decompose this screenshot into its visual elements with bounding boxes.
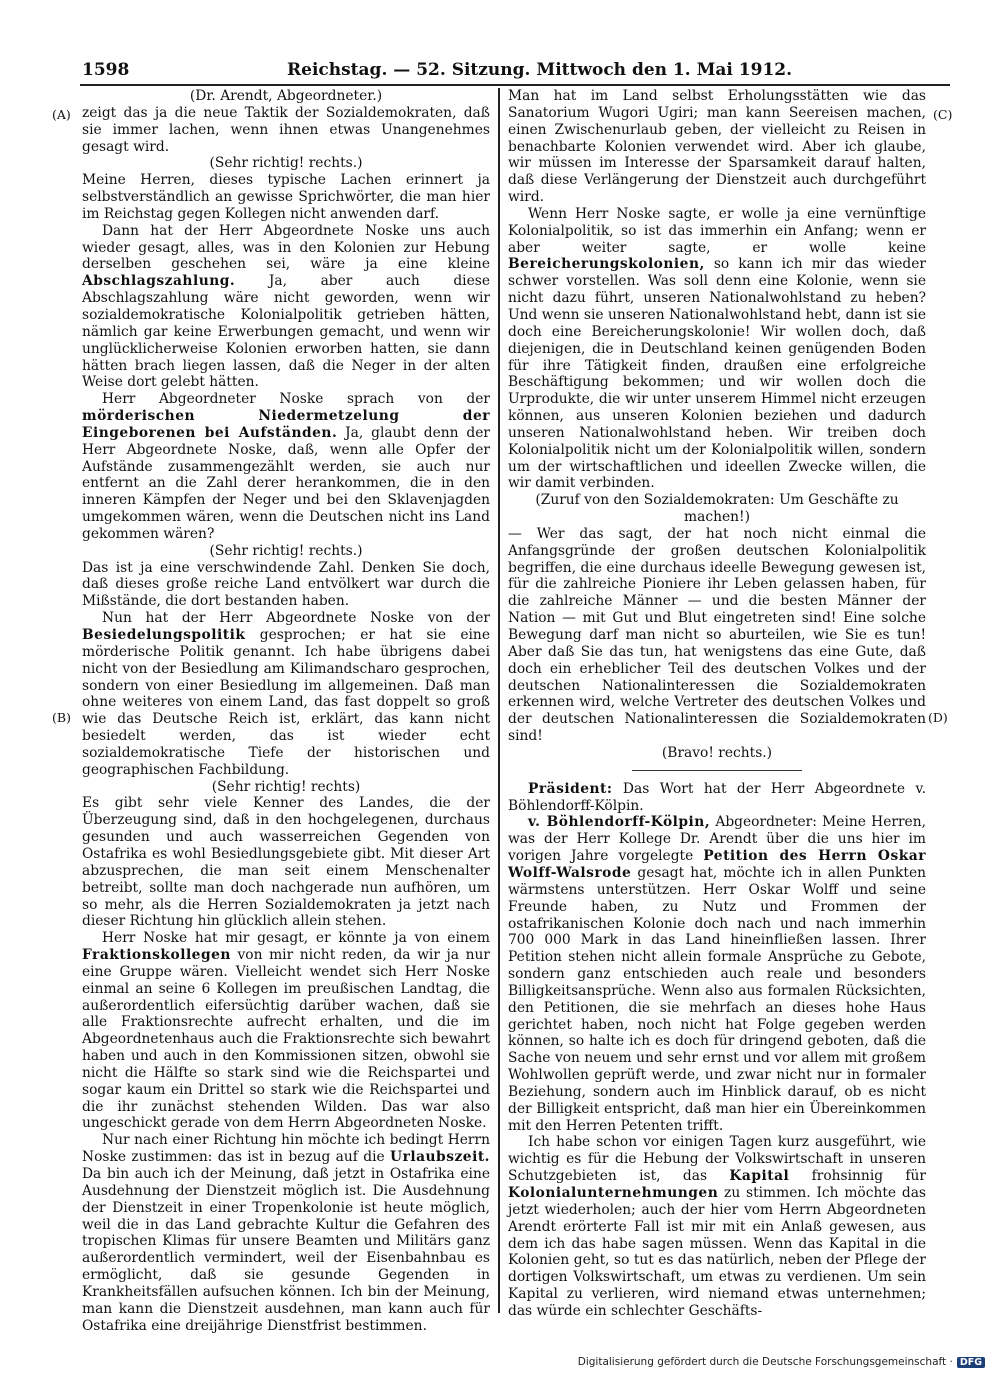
- page-header: [82, 60, 948, 82]
- section-separator: [632, 770, 802, 771]
- digitization-credit: [570, 1356, 985, 1372]
- paragraph: Man hat im Land selbst Erholungsstätten wie das Sanatorium Wugori Ugiri; man kann Seereisen machen, einen Zwischenurlaub geben, der vielleicht zu Reisen in benachbarte Kolonien verwendet wird. Aber ich glaube, wir müssen im Interesse der Sparsamkeit darauf halten, daß diese Verlängerung der Dienstzeit auch durchgeführt wird.: [508, 88, 926, 206]
- paragraph: Dann hat der Herr Abgeordnete Noske uns auch wieder gesagt, alles, was in den Kolonien zur Hebung derselben geschehen sei, wäre ja eine kleine Abschlagszahlung. Ja, aber auch diese Abschlagszahlung wäre nicht geworden, wenn wir sozialdemokratische Kolonialpolitik getrieben hätten, nämlich gar keine Erwerbungen gemacht, und wenn wir unglücklicherweise Kolonien erworben hatten, sie dann hätten brach liegen lassen, daß die Neger in der alten Weise dort gelebt hätten.: [82, 222, 490, 391]
- interjection: (Sehr richtig! rechts.): [209, 155, 363, 172]
- emphasis: mörderischen Niedermetzelung der Eingeborenen bei Aufständen.: [82, 408, 490, 441]
- emphasis: Petition des Herrn Oskar Wolff-Walsrode: [508, 848, 926, 881]
- header-rule: [80, 84, 950, 86]
- interjection: (Sehr richtig! rechts.): [209, 542, 363, 559]
- margin-marker-c: (C): [933, 107, 953, 122]
- interjection: (Bravo! rechts.): [661, 744, 773, 761]
- emphasis: Besiedelungspolitik: [82, 627, 246, 643]
- interjection: (Sehr richtig! rechts): [211, 778, 361, 795]
- credit-text: Digitalisierung gefördert durch die Deutsche Forschungsgemeinschaft ·: [577, 1356, 953, 1368]
- margin-marker-d: (D): [928, 710, 948, 725]
- paragraph: v. Böhlendorff-Kölpin, Abgeordneter: Meine Herren, was der Herr Kollege Dr. Arendt über die uns hier im vorigen Jahre vorgelegte Petition des Herrn Oskar Wolff-Walsrode gesagt hat, möchte ich in allen Punkten wärmstens unterstützen. Herr Oskar Wolff und seine Freunde haben, zu Nutz und Frommen der ostafrikanischen Kolonie doch nach und nach immerhin 700 000 Mark in das Land hineinfließen lassen. Ihrer Petition stehen nicht allein formale Ansprüche zu Gebote, sondern ganz entschieden auch reale und besonders Billigkeitsansprüche. Wenn also aus formalen Rücksichten, den Petitionen, die sie mehrfach an dieses hohe Haus gerichtet haben, noch nicht hat Folge gegeben werden können, so halte ich es doch für dringend geboten, daß die Sache von neuem und sehr ernst und vor allem mit großem Wohlwollen geprüft werde, und zwar nicht nur in formaler Beziehung, sondern auch im Hinblick darauf, ob es nicht der Billigkeit entspricht, daß man hier ein Übereinkommen mit den Herren Petenten trifft.: [508, 814, 926, 1134]
- speaker-name: Präsident:: [528, 780, 613, 797]
- paragraph: Wenn Herr Noske sagte, er wolle ja eine vernünftige Kolonialpolitik, so ist das immerhin ein Anfang; wenn er aber weiter sagte, er wolle keine Bereicherungskolonien, so kann ich mir das wieder schwer vorstellen. Was soll denn eine Kolonie, wenn sie nicht dazu führt, unseren Nationalwohlstand zu heben? Und wenn sie unseren Nationalwohlstand hebt, dann ist sie doch eine Bereicherungskolonie! Wir wollen doch, daß diejenigen, die in Deutschland keinen genügenden Boden für ihre Tätigkeit finden, draußen eine erfolgreiche Beschäftigung bekommen; und wir wollen doch die Urprodukte, die wir unter unserem Himmel nicht erzeugen können, aus unseren Kolonien beziehen und dadurch unseren Nationalwohlstand heben. Wir treiben doch Kolonialpolitik nicht um der Kolonialpolitik willen, sondern um der wirtschaftlichen und ideellen Zwecke willen, die wir damit verbinden.: [508, 205, 926, 492]
- margin-marker-b: (B): [52, 710, 71, 725]
- paragraph: — Wer das sagt, der hat noch nicht einmal die Anfangsgründe der großen deutschen Kolonialpolitik begriffen, die eine durchaus ideelle Bewegung gewesen ist, für die zahlreiche Pioniere ihr Leben gelassen haben, für die zahlreiche Männer — und die besten Männer der Nation — mit Gut und Blut eingetreten sind! Eine solche Bewegung darf man nicht so aburteilen, wie Sie es tun! Aber daß Sie das tun, hat wenigstens das eine Gute, daß doch ein erheblicher Teil des deutschen Volkes und der deutschen Nationalinteressen die Sozialdemokraten erkennen wird, welche Vertreter des deutschen Volkes und der deutschen Nationalinteressen die Sozialdemokraten sind!: [508, 525, 926, 745]
- right-column: [508, 88, 926, 1320]
- emphasis: Kapital: [729, 1168, 790, 1185]
- interjection: (Zuruf von den Sozialdemokraten: Um Geschäfte zu machen!): [535, 492, 899, 526]
- paragraph: Ich habe schon vor einigen Tagen kurz ausgeführt, wie wichtig es für die Hebung der Volkswirtschaft in unseren Schutzgebieten ist, das Kapital frohsinnig für Kolonialunternehmungen zu stimmen. Ich möchte das jetzt wiederholen; auch der hier vom Herrn Abgeordneten Arendt erörterte Fall ist mir mit ein Anlaß gewesen, aus dem ich das habe sagen müssen. Wenn das Kapital in die Kolonien geht, so tut es das natürlich, neben der Pflege der dortigen Volkswirtschaft, um etwas zu verdienen. Um sein Kapital zu verlieren, wird niemand etwas unternehmen; das würde ein schlechter Geschäfts-: [508, 1134, 927, 1319]
- running-title: Reichstag. — 52. Sitzung. Mittwoch den 1. Mai 1912.: [287, 60, 793, 80]
- column-divider: [498, 88, 500, 1313]
- emphasis: Abschlagszahlung.: [82, 273, 236, 290]
- left-column: [82, 88, 490, 1334]
- paragraph: zeigt das ja die neue Taktik der Sozialdemokraten, daß sie immer lachen, wenn ihnen etwas Unangenehmes gesagt wird.: [82, 104, 490, 155]
- paragraph: Präsident: Das Wort hat der Herr Abgeordnete v. Böhlendorff-Kölpin.: [508, 780, 926, 814]
- dfg-logo: DFG: [957, 1357, 985, 1368]
- margin-marker-a: (A): [52, 107, 71, 122]
- paragraph: Meine Herren, dieses typische Lachen erinnert ja selbstverständlich an gewisse Sprichwörter, die man hier im Reichstag gegen Kollegen nicht anwenden darf.: [82, 172, 490, 222]
- speaker-name: v. Böhlendorff-Kölpin,: [528, 814, 711, 831]
- page-number: 1598: [82, 60, 130, 80]
- emphasis: Fraktionskollegen: [82, 947, 231, 964]
- paragraph: Herr Abgeordneter Noske sprach von der mörderischen Niedermetzelung der Eingeborenen bei Aufständen. Ja, glaubt denn der Herr Abgeordnete Noske, daß, wenn alle Opfer der Aufstände zusammengezählt werden, sie auch nur entfernt an die Zahl derer herankommen, die in den inneren Kämpfen der Neger und bei den Sklavenjagden umgekommen wären, wenn die Deutschen nicht ins Land gekommen wären?: [82, 391, 490, 542]
- emphasis: Urlaubszeit.: [390, 1149, 490, 1166]
- paragraph: Herr Noske hat mir gesagt, er könnte ja von einem Fraktionskollegen von mir nicht reden, da wir ja nur eine Gruppe wären. Vielleicht wendet sich Herr Noske einmal an seine 6 Kollegen im preußischen Landtag, die außerordentlich eifersüchtig darüber wachen, daß sie alle Fraktionsrechte aufrecht erhalten, und die im Abgeordnetenhaus auch die Fraktionsrechte sich bewahrt haben und auch in den Kommissionen sitzen, obwohl sie nicht die Hälfte so stark sind wie die Reichspartei und sogar kaum ein Drittel so stark wie die Reichspartei und die ihr zunächst stehenden Wilden. Das war also ungeschickt gerade von dem Herrn Abgeordneten Noske.: [82, 930, 490, 1132]
- speaker-note: (Dr. Arendt, Abgeordneter.): [189, 88, 383, 104]
- paragraph: Nur nach einer Richtung hin möchte ich bedingt Herrn Noske zustimmen: das ist in bezug auf die Urlaubszeit. Da bin auch ich der Meinung, daß jetzt in Ostafrika eine Ausdehnung der Dienstzeit möglich ist. Die Ausdehnung der Dienstzeit in einer Tropenkolonie ist heute möglich, weil die in das Land gebrachte Kultur die Gefahren des tropischen Klimas für unsere Beamten und Militärs ganz außerordentlich vermindert, weil der Eisenbahnbau es ermöglicht, daß sie gesunde Gegenden in Krankheitsfällen aufsuchen können. Ich bin der Meinung, man kann die Dienstzeit ausdehnen, man kann auch für Ostafrika eine dreijährige Dienstfrist bestimmen.: [82, 1132, 490, 1334]
- emphasis: Kolonialunternehmungen: [508, 1185, 719, 1201]
- paragraph: Das ist ja eine verschwindende Zahl. Denken Sie doch, daß dieses große reiche Land entvölkert war durch die Mißstände, die dort bestanden haben.: [82, 559, 490, 610]
- emphasis: Bereicherungskolonien,: [508, 256, 705, 273]
- paragraph: Nun hat der Herr Abgeordnete Noske von der Besiedelungspolitik gesprochen; er hat sie eine mörderische Politik genannt. Ich habe übrigens dabei nicht von der Besiedlung am Kilimandscharo gesprochen, sondern von einer Besiedlung im allgemeinen. Daß man ohne weiteres von einem Land, das fast doppelt so groß wie das Deutsche Reich ist, erklärt, das kann nicht besiedelt werden, das ist wieder echt sozialdemokratische Tiefe der historischen und geographischen Fachbildung.: [82, 610, 490, 778]
- paragraph: Es gibt sehr viele Kenner des Landes, die der Überzeugung sind, daß in den hochgelegenen, durchaus gesunden und auch wasserreichen Gegenden von Ostafrika es wohl Besiedlungsgebiete gibt. Mit dieser Art abzusprechen, die man seit einem Menschenalter betreibt, sollte man doch nachgerade nun aufhören, um so mehr, als die Herren Sozialdemokraten ja jetzt nach dieser Richtung hin glücklich allein stehen.: [82, 795, 490, 930]
